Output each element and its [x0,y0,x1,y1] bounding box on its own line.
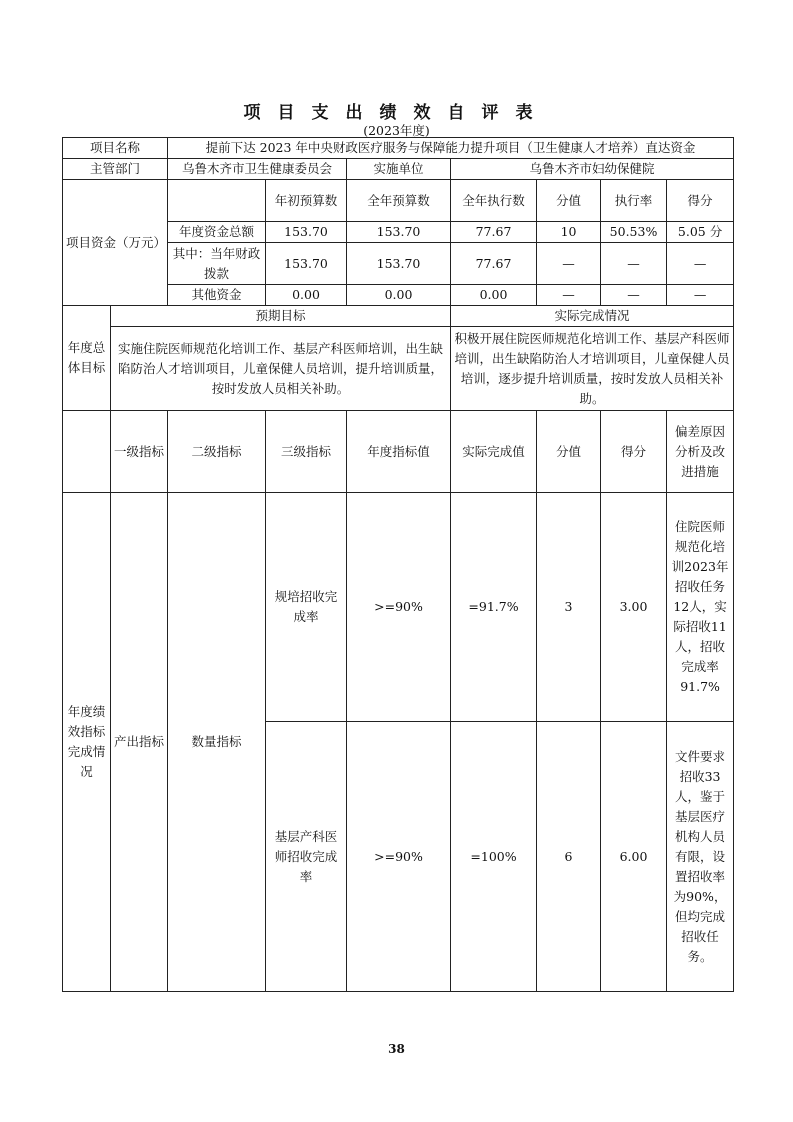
score: 3.00 [601,493,667,722]
funds-cell: 153.70 [347,222,451,243]
funds-header: 执行率 [601,180,667,222]
deviation-remark: 文件要求招收33人，鉴于基层医疗机构人员有限，设置招收率为90%，但均完成招收任务。 [667,722,734,992]
indicator-header: 三级指标 [266,411,347,493]
level2-indicator: 数量指标 [168,493,266,992]
funds-cell: 10 [537,222,601,243]
funds-cell: 50.53% [601,222,667,243]
indicator-header: 偏差原因分析及改进措施 [667,411,734,493]
funds-header: 年初预算数 [266,180,347,222]
funds-cell: — [537,285,601,306]
funds-row-name: 年度资金总额 [168,222,266,243]
funds-label: 项目资金（万元） [63,180,168,306]
funds-row-name: 其他资金 [168,285,266,306]
funds-cell: — [667,243,734,285]
indicator-header: 二级指标 [168,411,266,493]
funds-cell: — [601,243,667,285]
actual-goal-label: 实际完成情况 [451,306,734,327]
level3-indicator: 规培招收完成率 [266,493,347,722]
funds-header: 全年执行数 [451,180,537,222]
indicator-header: 实际完成值 [451,411,537,493]
page-title: 项目支出绩效自评表 [243,103,550,123]
funds-cell: 153.70 [266,222,347,243]
funds-row-name: 其中：当年财政拨款 [168,243,266,285]
project-name-value: 提前下达 2023 年中央财政医疗服务与保障能力提升项目（卫生健康人才培养）直达资金 [168,138,734,159]
actual-value: =100% [451,722,537,992]
deviation-remark: 住院医师规范化培训2023年招收任务12人，实际招收11人，招收完成率91.7% [667,493,734,722]
funds-cell: 153.70 [347,243,451,285]
dept-label: 主管部门 [63,159,168,180]
funds-cell: 0.00 [347,285,451,306]
funds-cell: 153.70 [266,243,347,285]
indicators-label: 年度绩效指标完成情况 [63,493,111,992]
unit-value: 乌鲁木齐市妇幼保健院 [451,159,734,180]
target-value: >=90% [347,493,451,722]
score-value: 3 [537,493,601,722]
funds-cell: 77.67 [451,222,537,243]
funds-header: 分值 [537,180,601,222]
expected-goal-text: 实施住院医师规范化培训工作、基层产科医师培训，出生缺陷防治人才培训项目，儿童保健人员培训，提升培训质量，按时发放人员相关补助。 [111,327,451,411]
target-value: >=90% [347,722,451,992]
indicator-header-blank [63,411,111,493]
level3-indicator: 基层产科医师招收完成率 [266,722,347,992]
score-value: 6 [537,722,601,992]
report-year: (2023年度) [363,123,430,138]
unit-label: 实施单位 [347,159,451,180]
project-name-label: 项目名称 [63,138,168,159]
dept-value: 乌鲁木齐市卫生健康委员会 [168,159,347,180]
indicator-header: 一级指标 [111,411,168,493]
page-number: 38 [388,1042,405,1056]
indicator-header: 年度指标值 [347,411,451,493]
performance-table [62,137,734,992]
goals-label: 年度总体目标 [63,306,111,411]
funds-cell: — [667,285,734,306]
funds-cell: 0.00 [266,285,347,306]
indicator-header: 得分 [601,411,667,493]
funds-header: 得分 [667,180,734,222]
level1-indicator: 产出指标 [111,493,168,992]
funds-header: 全年预算数 [347,180,451,222]
funds-cell: 5.05 分 [667,222,734,243]
score: 6.00 [601,722,667,992]
funds-cell: 77.67 [451,243,537,285]
funds-cell: 0.00 [451,285,537,306]
expected-goal-label: 预期目标 [111,306,451,327]
funds-cell: — [537,243,601,285]
funds-header-blank [168,180,266,222]
funds-cell: — [601,285,667,306]
actual-goal-text: 积极开展住院医师规范化培训工作、基层产科医师培训，出生缺陷防治人才培训项目，儿童保健人员培训，逐步提升培训质量，按时发放人员相关补助。 [451,327,734,411]
actual-value: =91.7% [451,493,537,722]
indicator-header: 分值 [537,411,601,493]
